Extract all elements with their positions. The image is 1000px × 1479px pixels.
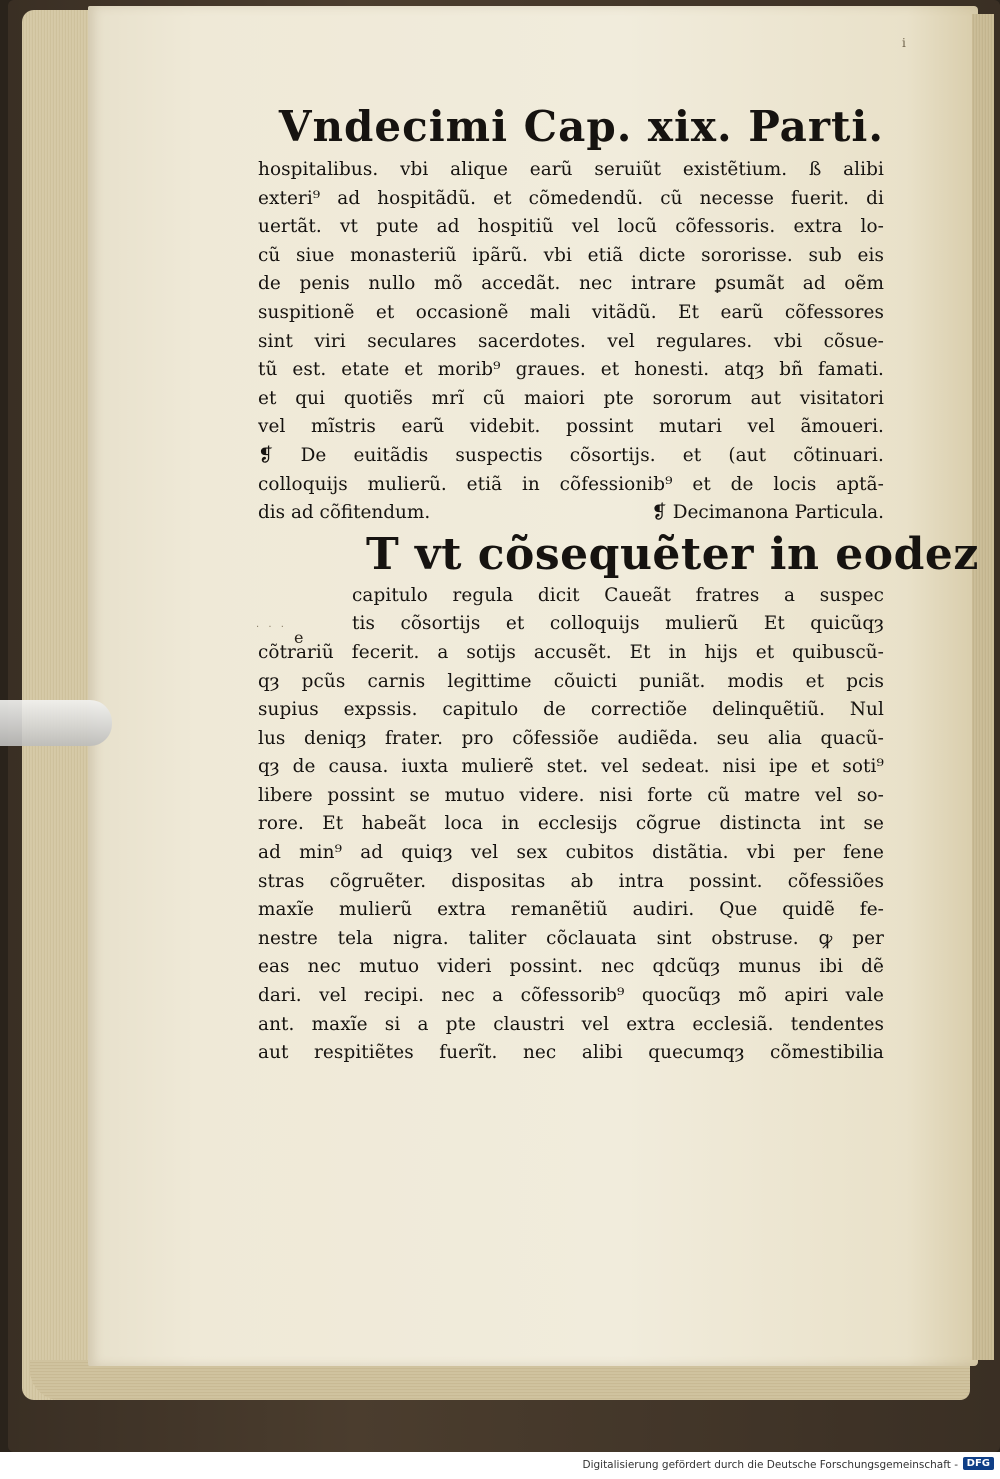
section-heading-end: dis ad cõfitendum. (258, 502, 431, 524)
section-heading-row (258, 499, 884, 528)
text-line: suspitionẽ et occasionẽ mali vitãdũ. Et earũ cõfessores (258, 301, 884, 323)
section-heading-particula: ❡ Decimanona Particula. (651, 502, 884, 524)
text-line: ant. maxĩe si a pte claustri vel extra ecclesiã. tendentes (258, 1013, 884, 1035)
text-line: et qui quotiẽs mrĩ cũ maiori pte sororum aut visitatori (258, 387, 884, 409)
running-head: Vndecimi Cap. xix. Parti. (278, 102, 884, 151)
scanner-clamp-tab (0, 700, 112, 746)
text-line: vel mĩstris earũ videbit. possint mutari vel ãmoueri. (258, 416, 884, 438)
text-line: dari. vel recipi. nec a cõfessorib⁹ quocũqȝ mõ apiri vale (258, 985, 884, 1007)
text-line: qȝ pcũs carnis legittime cõuicti puniãt. modis et pcis (258, 670, 884, 692)
text-line: libere possint se mutuo videre. nisi forte cũ matre vel so- (258, 784, 884, 806)
text-lines-indented (258, 582, 884, 639)
text-line: aut respitiẽtes fuerĩt. nec alibi quecumqȝ cõmestibilia (258, 1042, 884, 1064)
dfg-logo: DFG (963, 1457, 994, 1470)
text-line: colloquijs mulierũ. etiã in cõfessionib⁹ et de locis aptã- (258, 473, 884, 495)
text-line: exteri⁹ ad hospitãdũ. et cõmedendũ. cũ necesse fuerit. di (258, 187, 884, 209)
text-line: maxĩe mulierũ extra remanẽtiũ audiri. Que quidẽ fe- (258, 899, 884, 921)
text-line: cũ siue monasteriũ ipãrũ. vbi etiã dicte sororisse. sub eis (258, 244, 884, 266)
guide-dots: · · · (256, 622, 287, 633)
text-line: lus deniqȝ frater. pro cõfessiõe audiẽda. seu alia quacũ- (258, 727, 884, 749)
text-line: uertãt. vt pute ad hospitiũ vel locũ cõfessoris. extra lo- (258, 216, 884, 238)
text-lines-before (258, 156, 884, 499)
text-line: ad min⁹ ad quiqȝ vel sex cubitos distãtia. vbi per fene (258, 842, 884, 864)
text-line: eas nec mutuo videri possint. nec qdcũqȝ munus ibi dẽ (258, 956, 884, 978)
page-gutter (972, 14, 994, 1360)
text-block (258, 98, 979, 1068)
text-line: capitulo regula dicit Caueãt fratres a suspec (352, 584, 884, 606)
text-line: tũ est. etate et morib⁹ graues. et honesti. atqȝ bñ famati. (258, 359, 884, 381)
text-lines-after (258, 639, 884, 1068)
folio-mark: i (902, 36, 906, 50)
text-line: cõtrariũ fecerit. a sotijs accusẽt. Et in hijs et quibuscũ- (258, 641, 884, 663)
text-line: nestre tela nigra. taliter cõclauata sint obstruse. ꝙ per (258, 927, 884, 949)
text-line: sint viri seculares sacerdotes. vel regulares. vbi cõsue- (258, 330, 884, 352)
text-line: hospitalibus. vbi alique earũ seruiũt existẽtium. ß alibi (258, 159, 884, 180)
page-stack-bottom (30, 1360, 970, 1400)
text-line: stras cõgruẽter. dispositas ab intra possint. cõfessiões (258, 870, 884, 892)
text-line: supius expssis. capitulo de correctiõe delinquẽtiũ. Nul (258, 699, 884, 721)
text-line: rore. Et habeãt loca in ecclesijs cõgrue distincta int se (258, 813, 884, 835)
text-line: qȝ de causa. iuxta mulierẽ stet. vel sedeat. nisi ipe et soti⁹ (258, 756, 884, 778)
text-line: de penis nullo mõ accedãt. nec intrare ꝑsumãt ad oẽm (258, 273, 884, 295)
footer-credit: Digitalisierung gefördert durch die Deutsche Forschungsgemeinschaft - (582, 1459, 958, 1471)
text-line: tis cõsortijs et colloquijs mulierũ Et quicũqȝ (352, 613, 884, 635)
display-line: T vt cõsequẽter in eodez (366, 528, 979, 580)
guide-letter: e (294, 628, 304, 647)
text-line: ❡ De euitãdis suspectis cõsortijs. et (aut cõtinuari. (258, 444, 884, 466)
